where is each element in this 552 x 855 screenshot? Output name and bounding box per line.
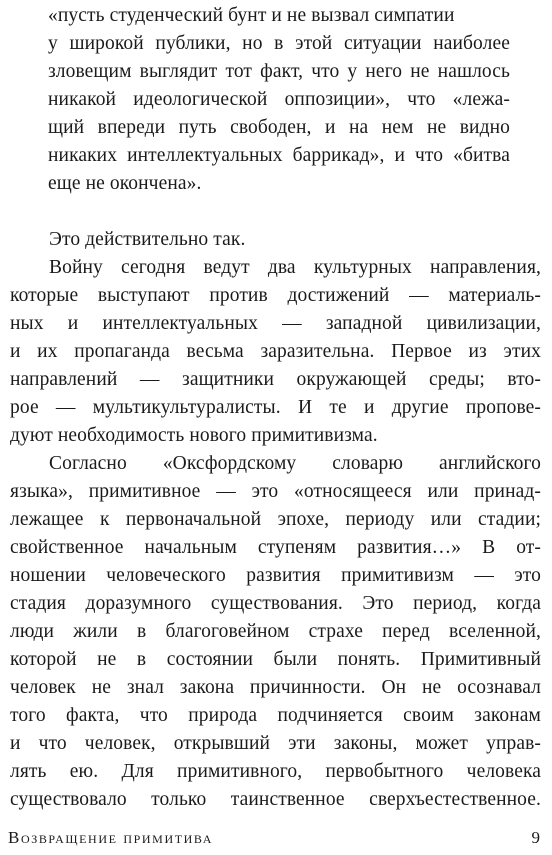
body-line-15: люди жили в благоговейном страхе перед вселенной, [10, 621, 541, 642]
body-line-1: Это действительно так. [49, 229, 246, 250]
body-line-4: ных и интеллектуальных — западной цивилизации, [10, 313, 541, 334]
running-head: Возвращение примитива [8, 828, 214, 847]
body-line-2: Войну сегодня ведут два культурных направления, [49, 257, 541, 278]
body-line-14: стадия доразумного существования. Это период, когда [10, 593, 541, 614]
body-line-18: того факта, что природа подчиняется своим законам [10, 705, 541, 726]
body-line-8: дуют необходимость нового примитивизма. [10, 425, 378, 446]
body-line-11: лежащее к первоначальной эпохе, периоду или стадии; [10, 509, 541, 530]
body-line-10: языка», примитивное — это «относящееся или принад- [10, 481, 541, 502]
quote-line-6: никаких интеллектуальных баррикад», и что «битва [48, 145, 510, 166]
quote-line-4: никакой идеологической оппозиции», что «лежа- [48, 89, 510, 110]
body-line-13: ношении человеческого развития примитивизм — это [10, 565, 541, 586]
body-line-9: Согласно «Оксфордскому словарю английского [49, 453, 541, 474]
body-line-5: и их пропаганда весьма заразительна. Первое из этих [10, 341, 541, 362]
body-line-19: и что человек, открывший эти законы, может управ- [10, 733, 541, 754]
quote-line-1: «пусть студенческий бунт и не вызвал симпатии [48, 5, 455, 26]
quote-line-3: зловещим выглядит тот факт, что у него не нашлось [48, 61, 510, 82]
quote-line-5: щий впереди путь свободен, и на нем не видно [48, 117, 510, 138]
body-line-17: человек не знал закона причинности. Он не осознавал [10, 677, 541, 698]
quote-line-7: еще не окончена». [48, 173, 202, 194]
body-line-12: свойственное начальным ступеням развития…» В от- [10, 537, 541, 558]
page-number: 9 [531, 828, 540, 847]
quote-line-2: у широкой публики, но в этой ситуации наиболее [48, 33, 510, 54]
body-line-21: существовало только таинственное сверхъестественное. [10, 789, 541, 810]
body-line-20: лять ею. Для примитивного, первобытного человека [10, 761, 541, 782]
body-line-6: направлений — защитники окружающей среды; вто- [10, 369, 541, 390]
body-line-3: которые выступают против достижений — материаль- [10, 285, 541, 306]
body-line-16: которой не в состоянии были понять. Примитивный [10, 649, 541, 670]
body-line-7: рое — мультикультуралисты. И те и другие пропове- [10, 397, 541, 418]
